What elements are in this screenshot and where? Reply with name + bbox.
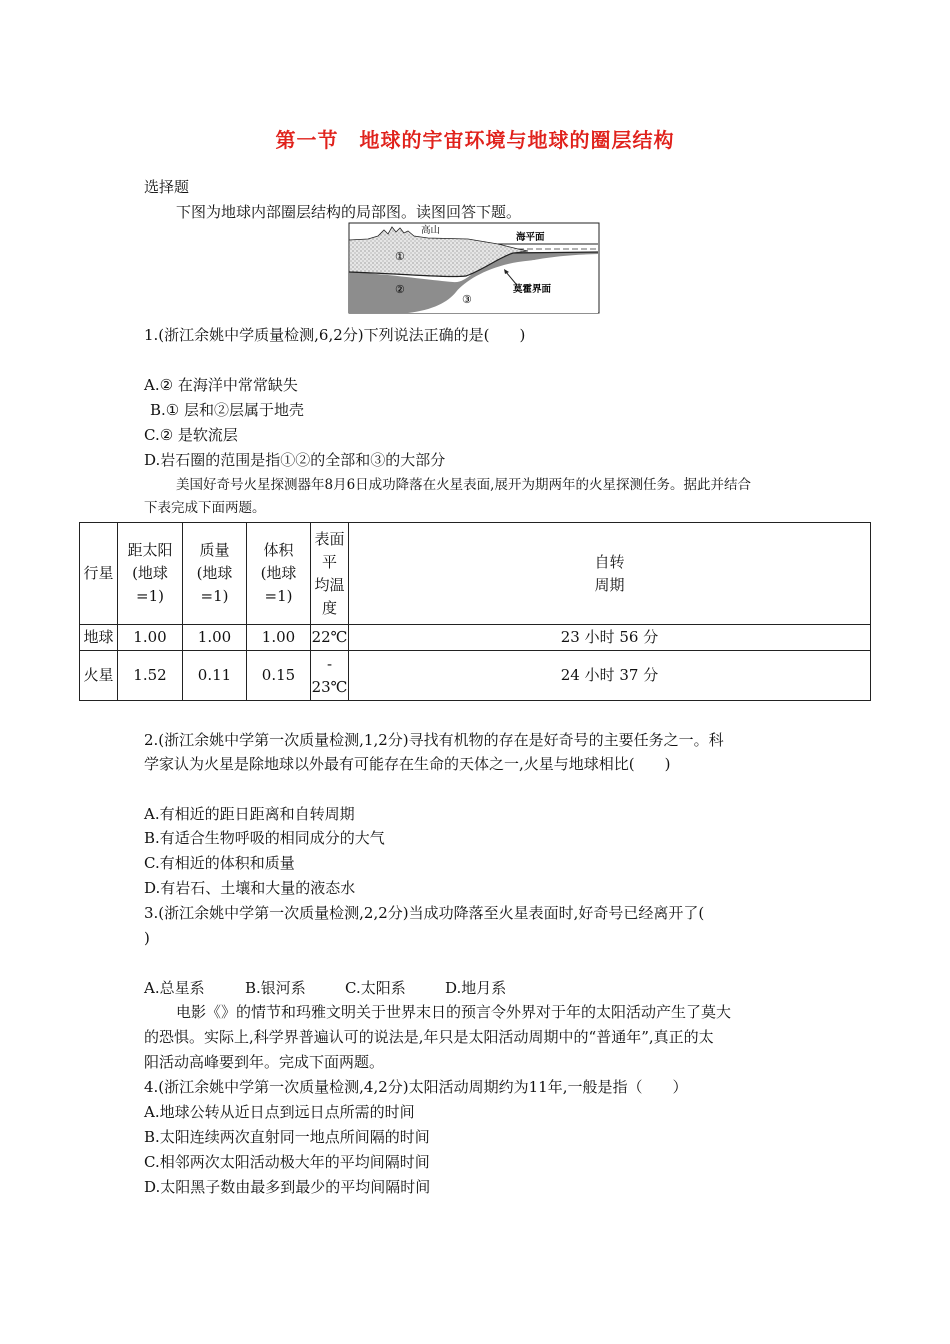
earth-layers-figure (348, 222, 600, 314)
q1-option-d: D.岩石圈的范围是指①②的全部和③的大部分 (144, 451, 446, 469)
q4-option-d: D.太阳黑子数由最多到最少的平均间隔时间 (144, 1178, 431, 1196)
intro-paragraph-2-line-2: 下表完成下面两题。 (144, 500, 266, 516)
q2-option-d: D.有岩石、土壤和大量的液态水 (144, 879, 356, 897)
q1-option-b: B.① 层和②层属于地壳 (150, 401, 305, 419)
cell-volume: 1.00 (247, 625, 311, 651)
cell-distance: 1.00 (118, 625, 183, 651)
cell-planet: 火星 (80, 651, 118, 701)
label-layer-3: ③ (462, 293, 472, 306)
label-layer-1: ① (395, 250, 405, 263)
header-mass: 质量 (地球 =1) (183, 523, 247, 625)
cell-temperature: - 23℃ (311, 651, 349, 701)
header-planet: 行星 (80, 523, 118, 625)
label-moho: 莫霍界面 (513, 284, 552, 295)
q4-stem: 4.(浙江余姚中学第一次质量检测,4,2分)太阳活动周期约为11年,一般是指（ ） (144, 1078, 688, 1096)
q2-stem-line-1: 2.(浙江余姚中学第一次质量检测,1,2分)寻找有机物的存在是好奇号的主要任务之一。科 (144, 731, 724, 749)
intro-paragraph-3-line-3: 阳活动高峰要到年。完成下面两题。 (144, 1053, 385, 1071)
q3-option-b: B.银河系 (245, 979, 306, 997)
table-row (80, 625, 871, 651)
q3-option-d: D.地月系 (445, 979, 507, 997)
intro-paragraph-3-line-2: 的恐惧。实际上,科学界普遍认可的说法是,年只是太阳活动周期中的“普通年”,真正的太 (144, 1028, 714, 1046)
q3-option-a: A.总星系 (144, 979, 205, 997)
q3-option-c: C.太阳系 (345, 979, 406, 997)
label-mountain: 高山 (421, 225, 441, 236)
q2-option-c: C.有相近的体积和质量 (144, 854, 295, 872)
q4-option-a: A.地球公转从近日点到远日点所需的时间 (144, 1103, 415, 1121)
intro-paragraph-3-line-1: 电影《》的情节和玛雅文明关于世界末日的预言令外界对于年的太阳活动产生了莫大 (176, 1003, 732, 1021)
header-volume: 体积 (地球 =1) (247, 523, 311, 625)
q2-option-a: A.有相近的距日距离和自转周期 (144, 805, 355, 823)
cell-mass: 0.11 (183, 651, 247, 701)
q1-option-a: A.② 在海洋中常常缺失 (144, 376, 298, 394)
cell-planet: 地球 (80, 625, 118, 651)
cell-temperature: 22℃ (311, 625, 349, 651)
q1-stem: 1.(浙江余姚中学质量检测,6,2分)下列说法正确的是( ) (144, 326, 526, 344)
label-layer-2: ② (395, 283, 405, 296)
q2-stem-line-2: 学家认为火星是除地球以外最有可能存在生命的天体之一,火星与地球相比( ) (144, 755, 671, 773)
cell-mass: 1.00 (183, 625, 247, 651)
cell-volume: 0.15 (247, 651, 311, 701)
page-title: 第一节 地球的宇宙环境与地球的圈层结构 (275, 128, 675, 152)
table-row (80, 651, 871, 701)
table-header-row (80, 523, 871, 625)
planet-table (79, 522, 871, 701)
label-sea-level: 海平面 (516, 232, 545, 243)
q2-option-b: B.有适合生物呼吸的相同成分的大气 (144, 829, 385, 847)
intro-paragraph-1: 下图为地球内部圈层结构的局部图。读图回答下题。 (176, 203, 522, 221)
header-rotation: 自转 周期 (349, 523, 871, 625)
q3-stem-line-1: 3.(浙江余姚中学第一次质量检测,2,2分)当成功降落至火星表面时,好奇号已经离开了( (144, 904, 705, 922)
header-temperature: 表面 平 均温 度 (311, 523, 349, 625)
cell-distance: 1.52 (118, 651, 183, 701)
q4-option-b: B.太阳连续两次直射同一地点所间隔的时间 (144, 1128, 430, 1146)
cell-rotation: 24 小时 37 分 (349, 651, 871, 701)
q3-stem-line-2: ) (144, 929, 150, 947)
header-distance: 距太阳 (地球 =1) (118, 523, 183, 625)
cell-rotation: 23 小时 56 分 (349, 625, 871, 651)
q4-option-c: C.相邻两次太阳活动极大年的平均间隔时间 (144, 1153, 430, 1171)
intro-paragraph-2-line-1: 美国好奇号火星探测器年8月6日成功降落在火星表面,展开为期两年的火星探测任务。据此并结合 (176, 477, 751, 493)
section-label: 选择题 (144, 178, 190, 196)
q1-option-c: C.② 是软流层 (144, 426, 238, 444)
